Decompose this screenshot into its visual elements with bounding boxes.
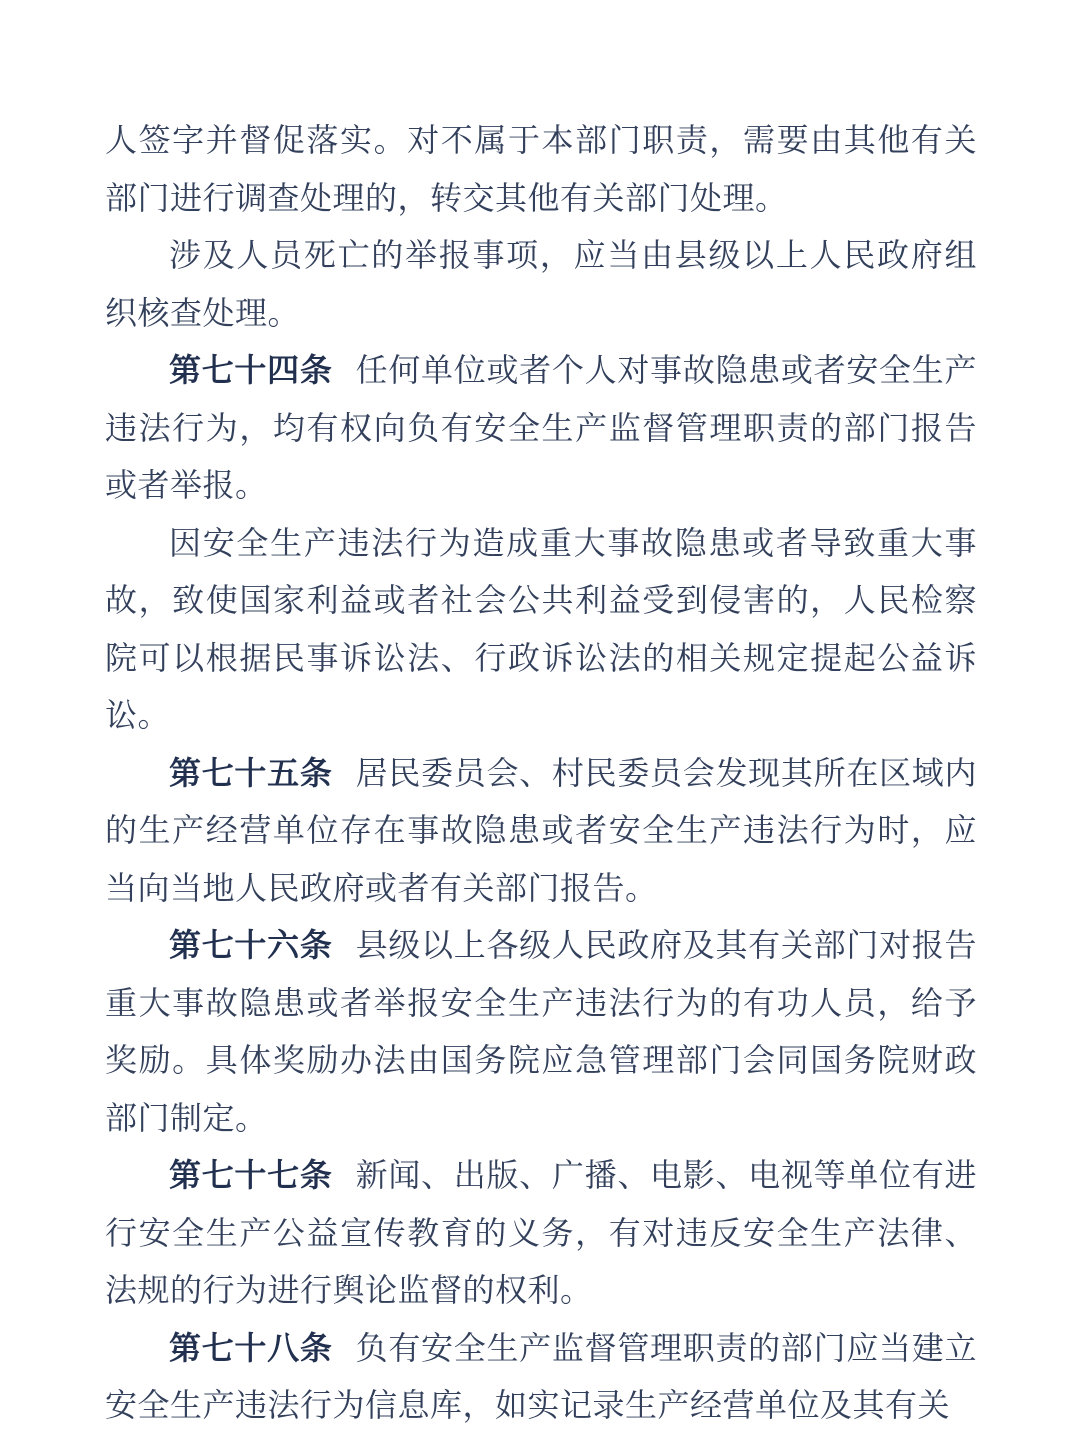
paragraph-text: 居民委员会、村民委员会发现其所在区域内的生产经营单位存在事故隐患或者安全生产违法行为时，应当向当地人民政府或者有关部门报告。 — [105, 754, 977, 906]
paragraph-article-78 — [105, 1320, 977, 1435]
paragraph — [105, 112, 977, 227]
article-number: 第七十四条 — [169, 352, 333, 388]
paragraph-text: 负有安全生产监督管理职责的部门应当建立安全生产违法行为信息库，如实记录生产经营单位及其有关 — [105, 1329, 977, 1423]
law-text-body — [105, 112, 977, 1435]
article-number: 第七十五条 — [169, 754, 333, 791]
article-number: 第七十七条 — [169, 1157, 333, 1193]
paragraph-text: 因安全生产违法行为造成重大事故隐患或者导致重大事故，致使国家利益或者社会公共利益受到侵害的，人民检察院可以根据民事诉讼法、行政诉讼法的相关规定提起公益诉讼。 — [105, 524, 977, 733]
paragraph-text: 县级以上各级人民政府及其有关部门对报告重大事故隐患或者举报安全生产违法行为的有功人员，给予奖励。具体奖励办法由国务院应急管理部门会同国务院财政部门制定。 — [105, 927, 977, 1136]
paragraph-text: 新闻、出版、广播、电影、电视等单位有进行安全生产公益宣传教育的义务，有对违反安全生产法律、法规的行为进行舆论监督的权利。 — [105, 1157, 977, 1308]
article-number: 第七十八条 — [169, 1329, 333, 1366]
paragraph-article-77 — [105, 1147, 977, 1320]
paragraph — [105, 227, 977, 342]
paragraph-text: 人签字并督促落实。对不属于本部门职责，需要由其他有关部门进行调查处理的，转交其他有关部门处理。 — [105, 122, 977, 216]
paragraph-article-76 — [105, 917, 977, 1147]
paragraph-article-75 — [105, 745, 977, 918]
article-number: 第七十六条 — [169, 927, 333, 963]
paragraph — [105, 515, 977, 745]
paragraph-text: 涉及人员死亡的举报事项，应当由县级以上人民政府组织核查处理。 — [105, 237, 977, 331]
paragraph-text: 任何单位或者个人对事故隐患或者安全生产违法行为，均有权向负有安全生产监督管理职责的部门报告或者举报。 — [105, 352, 977, 503]
paragraph-article-74 — [105, 342, 977, 515]
